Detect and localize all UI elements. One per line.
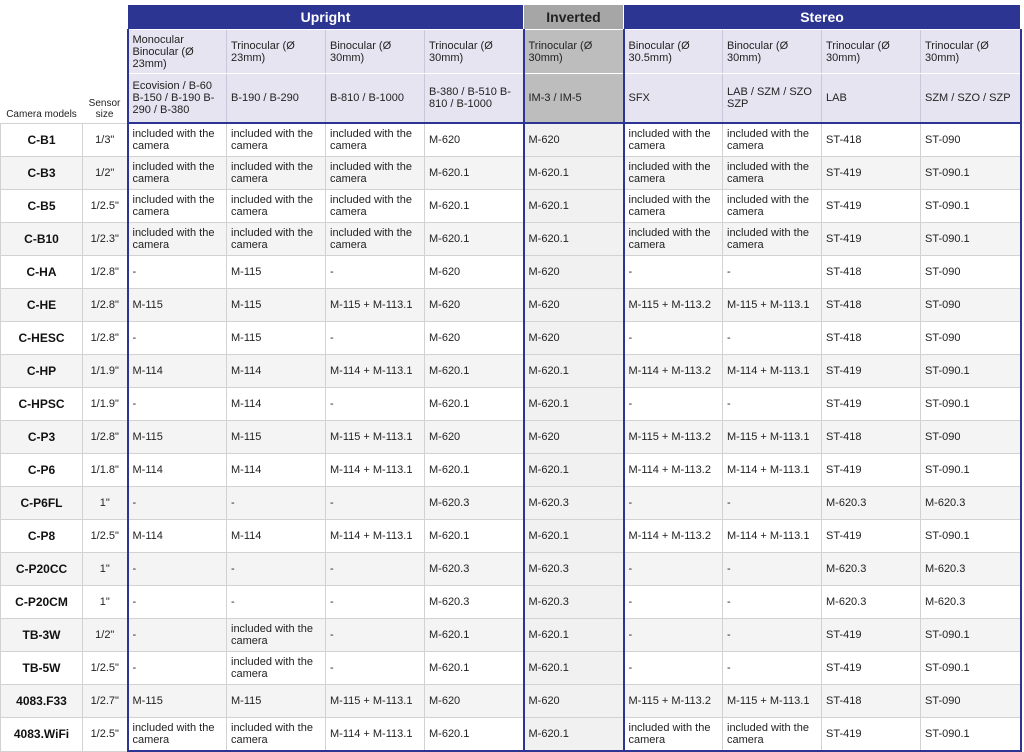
adapter-cell: included with the camera: [326, 190, 425, 223]
adapter-cell: M-115: [227, 421, 326, 454]
adapter-cell: -: [227, 553, 326, 586]
camera-model: C-P20CM: [1, 586, 83, 619]
adapter-cell: included with the camera: [723, 190, 822, 223]
adapter-cell: included with the camera: [326, 157, 425, 190]
sensor-size: 1/2.8": [83, 256, 128, 289]
adapter-cell: ST-418: [822, 123, 921, 157]
adapter-cell: M-114 + M-113.1: [723, 355, 822, 388]
adapter-cell: included with the camera: [128, 190, 227, 223]
adapter-cell: M-620: [524, 123, 624, 157]
adapter-cell: M-620.1: [524, 652, 624, 685]
adapter-cell: M-620.3: [425, 553, 524, 586]
adapter-cell: ST-418: [822, 685, 921, 718]
adapter-cell: M-115 + M-113.1: [723, 685, 822, 718]
adapter-cell: included with the camera: [128, 157, 227, 190]
sensor-size: 1/2.5": [83, 190, 128, 223]
adapter-cell: M-115: [227, 256, 326, 289]
adapter-cell: -: [723, 619, 822, 652]
sensor-size-label: Sensor size: [83, 74, 128, 124]
adapter-cell: M-620: [524, 421, 624, 454]
group-stereo: Stereo: [624, 5, 1021, 30]
adapter-cell: -: [128, 586, 227, 619]
adapter-cell: -: [624, 619, 723, 652]
adapter-cell: M-620: [425, 421, 524, 454]
adapter-cell: ST-418: [822, 322, 921, 355]
table-row: [1, 355, 1021, 388]
adapter-cell: M-114 + M-113.1: [326, 718, 425, 752]
adapter-cell: -: [624, 322, 723, 355]
adapter-cell: M-114 + M-113.1: [723, 520, 822, 553]
adapter-cell: M-620.1: [524, 355, 624, 388]
adapter-cell: M-114 + M-113.1: [326, 355, 425, 388]
camera-model: 4083.F33: [1, 685, 83, 718]
adapter-cell: -: [624, 586, 723, 619]
adapter-cell: -: [326, 553, 425, 586]
table-row: [1, 322, 1021, 355]
adapter-cell: M-114 + M-113.1: [326, 520, 425, 553]
adapter-cell: -: [326, 322, 425, 355]
adapter-cell: included with the camera: [723, 223, 822, 256]
adapter-cell: M-114: [128, 520, 227, 553]
header-blank: [1, 30, 128, 74]
adapter-cell: M-620.3: [524, 487, 624, 520]
adapter-cell: -: [723, 487, 822, 520]
adapter-cell: ST-419: [822, 454, 921, 487]
corner-blank: [1, 5, 128, 30]
adapter-cell: included with the camera: [227, 190, 326, 223]
adapter-cell: included with the camera: [227, 718, 326, 752]
adapter-cell: ST-419: [822, 652, 921, 685]
adapter-cell: -: [624, 652, 723, 685]
adapter-cell: -: [723, 388, 822, 421]
adapter-cell: M-620.1: [425, 652, 524, 685]
sensor-size: 1/2.8": [83, 322, 128, 355]
adapter-cell: ST-090.1: [921, 190, 1021, 223]
sensor-size: 1/3": [83, 123, 128, 157]
sensor-size: 1/2.5": [83, 718, 128, 752]
adapter-cell: ST-090.1: [921, 388, 1021, 421]
camera-model: C-B5: [1, 190, 83, 223]
adapter-cell: ST-419: [822, 223, 921, 256]
adapter-cell: M-620.3: [921, 586, 1021, 619]
adapter-cell: M-620.1: [425, 157, 524, 190]
adapter-cell: -: [227, 487, 326, 520]
table-row: [1, 421, 1021, 454]
column-head-5: Trinocular (Ø 30mm): [524, 30, 624, 74]
sensor-size: 1/2.8": [83, 421, 128, 454]
adapter-cell: included with the camera: [624, 157, 723, 190]
adapter-cell: -: [723, 652, 822, 685]
table-row: [1, 223, 1021, 256]
adapter-cell: M-115 + M-113.1: [723, 289, 822, 322]
sensor-size: 1/1.9": [83, 355, 128, 388]
camera-model: TB-5W: [1, 652, 83, 685]
adapter-cell: ST-418: [822, 421, 921, 454]
adapter-cell: ST-090: [921, 256, 1021, 289]
adapter-cell: M-115: [128, 421, 227, 454]
adapter-cell: -: [128, 619, 227, 652]
camera-model: C-P20CC: [1, 553, 83, 586]
adapter-cell: ST-419: [822, 520, 921, 553]
camera-model: C-HA: [1, 256, 83, 289]
adapter-cell: ST-090.1: [921, 652, 1021, 685]
column-scopes-2: B-190 / B-290: [227, 74, 326, 124]
adapter-cell: M-620.3: [921, 487, 1021, 520]
group-upright: Upright: [128, 5, 524, 30]
adapter-cell: M-115: [128, 289, 227, 322]
adapter-cell: M-620.3: [425, 487, 524, 520]
column-head-9: Trinocular (Ø 30mm): [921, 30, 1021, 74]
adapter-cell: ST-090.1: [921, 454, 1021, 487]
adapter-cell: M-114: [227, 454, 326, 487]
adapter-cell: -: [128, 553, 227, 586]
column-head-2: Trinocular (Ø 23mm): [227, 30, 326, 74]
adapter-cell: M-115: [128, 685, 227, 718]
column-head-7: Binocular (Ø 30mm): [723, 30, 822, 74]
sensor-size: 1/2.8": [83, 289, 128, 322]
adapter-cell: included with the camera: [624, 123, 723, 157]
sensor-size: 1/2.5": [83, 652, 128, 685]
adapter-cell: M-114 + M-113.1: [723, 454, 822, 487]
table-row: [1, 586, 1021, 619]
column-scopes-1: Ecovision / B-60 B-150 / B-190 B-290 / B-380: [128, 74, 227, 124]
adapter-cell: M-620: [425, 685, 524, 718]
column-head-1: Monocular Binocular (Ø 23mm): [128, 30, 227, 74]
adapter-cell: included with the camera: [723, 123, 822, 157]
adapter-cell: M-620: [425, 322, 524, 355]
adapter-cell: M-114: [128, 454, 227, 487]
sensor-size: 1/2.7": [83, 685, 128, 718]
adapter-cell: M-620.1: [524, 190, 624, 223]
adapter-cell: M-114 + M-113.2: [624, 520, 723, 553]
adapter-cell: included with the camera: [128, 718, 227, 752]
adapter-cell: -: [326, 388, 425, 421]
camera-model: C-HP: [1, 355, 83, 388]
adapter-cell: M-620.3: [822, 487, 921, 520]
adapter-cell: M-620: [524, 685, 624, 718]
adapter-cell: -: [128, 652, 227, 685]
table-row: [1, 487, 1021, 520]
adapter-cell: -: [326, 256, 425, 289]
adapter-cell: -: [326, 586, 425, 619]
adapter-cell: M-114 + M-113.1: [326, 454, 425, 487]
adapter-cell: M-620.1: [524, 388, 624, 421]
adapter-cell: ST-090: [921, 685, 1021, 718]
adapter-cell: ST-090: [921, 421, 1021, 454]
adapter-cell: M-620.3: [524, 586, 624, 619]
adapter-cell: M-620: [425, 123, 524, 157]
table-row: [1, 718, 1021, 752]
camera-models-label: Camera models: [1, 74, 83, 124]
camera-model: 4083.WiFi: [1, 718, 83, 752]
adapter-cell: ST-418: [822, 289, 921, 322]
adapter-cell: M-620.1: [524, 619, 624, 652]
adapter-cell: M-114: [227, 355, 326, 388]
adapter-cell: ST-090.1: [921, 718, 1021, 752]
table-row: [1, 652, 1021, 685]
adapter-cell: -: [128, 322, 227, 355]
table-row: [1, 256, 1021, 289]
column-scopes-7: LAB / SZM / SZO SZP: [723, 74, 822, 124]
adapter-cell: included with the camera: [128, 223, 227, 256]
sensor-size: 1/2": [83, 619, 128, 652]
adapter-cell: -: [128, 388, 227, 421]
adapter-cell: ST-419: [822, 718, 921, 752]
compatibility-table: [0, 4, 1022, 752]
adapter-cell: -: [723, 553, 822, 586]
adapter-cell: M-620.3: [822, 586, 921, 619]
column-scopes-4: B-380 / B-510 B-810 / B-1000: [425, 74, 524, 124]
adapter-cell: included with the camera: [326, 223, 425, 256]
adapter-cell: M-114: [227, 520, 326, 553]
table-row: [1, 619, 1021, 652]
adapter-cell: ST-419: [822, 190, 921, 223]
table-row: [1, 553, 1021, 586]
adapter-cell: M-115 + M-113.1: [326, 289, 425, 322]
adapter-cell: -: [624, 487, 723, 520]
adapter-cell: -: [624, 388, 723, 421]
adapter-cell: M-620.3: [822, 553, 921, 586]
adapter-cell: M-620.1: [425, 520, 524, 553]
column-head-6: Binocular (Ø 30.5mm): [624, 30, 723, 74]
column-scopes-6: SFX: [624, 74, 723, 124]
camera-model: C-P8: [1, 520, 83, 553]
table-row: [1, 190, 1021, 223]
adapter-cell: M-620.1: [425, 190, 524, 223]
adapter-cell: ST-090.1: [921, 157, 1021, 190]
adapter-cell: M-620.1: [524, 454, 624, 487]
adapter-cell: M-620.1: [425, 223, 524, 256]
adapter-cell: M-115: [227, 322, 326, 355]
adapter-cell: -: [723, 256, 822, 289]
adapter-cell: ST-419: [822, 619, 921, 652]
adapter-cell: included with the camera: [227, 123, 326, 157]
adapter-cell: ST-418: [822, 256, 921, 289]
adapter-cell: M-620.1: [425, 355, 524, 388]
adapter-cell: -: [326, 652, 425, 685]
table-row: [1, 454, 1021, 487]
column-scopes-8: LAB: [822, 74, 921, 124]
adapter-cell: M-620.1: [425, 718, 524, 752]
sensor-size: 1/2.5": [83, 520, 128, 553]
adapter-cell: M-620.1: [425, 454, 524, 487]
adapter-cell: -: [624, 553, 723, 586]
table-row: [1, 289, 1021, 322]
adapter-cell: -: [326, 487, 425, 520]
adapter-cell: M-620.1: [524, 157, 624, 190]
adapter-cell: M-115 + M-113.2: [624, 421, 723, 454]
sensor-size: 1": [83, 487, 128, 520]
adapter-cell: M-115 + M-113.2: [624, 289, 723, 322]
camera-model: C-B10: [1, 223, 83, 256]
table-row: [1, 520, 1021, 553]
camera-model: C-B3: [1, 157, 83, 190]
adapter-cell: M-115: [227, 685, 326, 718]
adapter-cell: included with the camera: [624, 223, 723, 256]
adapter-cell: M-620.1: [524, 718, 624, 752]
column-scopes-3: B-810 / B-1000: [326, 74, 425, 124]
table-row: [1, 388, 1021, 421]
adapter-cell: -: [128, 487, 227, 520]
adapter-cell: included with the camera: [326, 123, 425, 157]
camera-model: TB-3W: [1, 619, 83, 652]
group-inverted: Inverted: [524, 5, 624, 30]
table-row: [1, 157, 1021, 190]
adapter-cell: included with the camera: [723, 718, 822, 752]
adapter-cell: M-115 + M-113.1: [723, 421, 822, 454]
adapter-cell: -: [723, 586, 822, 619]
adapter-cell: included with the camera: [624, 190, 723, 223]
camera-model: C-B1: [1, 123, 83, 157]
adapter-cell: -: [326, 619, 425, 652]
adapter-cell: ST-090.1: [921, 355, 1021, 388]
camera-model: C-HE: [1, 289, 83, 322]
adapter-cell: M-620.3: [524, 553, 624, 586]
column-head-4: Trinocular (Ø 30mm): [425, 30, 524, 74]
adapter-cell: ST-090: [921, 322, 1021, 355]
adapter-cell: included with the camera: [128, 123, 227, 157]
adapter-cell: ST-419: [822, 388, 921, 421]
adapter-cell: included with the camera: [227, 652, 326, 685]
adapter-cell: M-620: [425, 289, 524, 322]
adapter-cell: M-115: [227, 289, 326, 322]
column-scopes-5: IM-3 / IM-5: [524, 74, 624, 124]
adapter-cell: -: [624, 256, 723, 289]
adapter-cell: M-114: [128, 355, 227, 388]
adapter-cell: M-620: [524, 289, 624, 322]
adapter-cell: M-620: [524, 256, 624, 289]
adapter-cell: ST-090: [921, 123, 1021, 157]
adapter-cell: ST-419: [822, 355, 921, 388]
adapter-cell: M-115 + M-113.1: [326, 421, 425, 454]
adapter-cell: M-620: [425, 256, 524, 289]
camera-model: C-HESC: [1, 322, 83, 355]
adapter-cell: M-620.1: [425, 619, 524, 652]
adapter-cell: M-620.1: [524, 223, 624, 256]
adapter-cell: M-114 + M-113.2: [624, 355, 723, 388]
adapter-cell: -: [227, 586, 326, 619]
adapter-cell: ST-090.1: [921, 619, 1021, 652]
camera-model: C-P6FL: [1, 487, 83, 520]
table-body: [1, 123, 1021, 751]
column-head-3: Binocular (Ø 30mm): [326, 30, 425, 74]
column-head-8: Trinocular (Ø 30mm): [822, 30, 921, 74]
adapter-cell: included with the camera: [227, 223, 326, 256]
sensor-size: 1": [83, 553, 128, 586]
adapter-cell: included with the camera: [723, 157, 822, 190]
camera-model: C-P6: [1, 454, 83, 487]
adapter-cell: M-115 + M-113.2: [624, 685, 723, 718]
adapter-cell: ST-090.1: [921, 520, 1021, 553]
adapter-cell: M-115 + M-113.1: [326, 685, 425, 718]
column-scopes-9: SZM / SZO / SZP: [921, 74, 1021, 124]
adapter-cell: M-620.1: [524, 520, 624, 553]
sensor-size: 1": [83, 586, 128, 619]
sensor-size: 1/2": [83, 157, 128, 190]
adapter-cell: M-620.1: [425, 388, 524, 421]
adapter-cell: M-620.3: [921, 553, 1021, 586]
camera-model: C-P3: [1, 421, 83, 454]
adapter-cell: included with the camera: [624, 718, 723, 752]
sensor-size: 1/2.3": [83, 223, 128, 256]
adapter-cell: ST-419: [822, 157, 921, 190]
adapter-cell: M-114: [227, 388, 326, 421]
adapter-cell: ST-090.1: [921, 223, 1021, 256]
adapter-cell: ST-090: [921, 289, 1021, 322]
adapter-cell: -: [128, 256, 227, 289]
table-row: [1, 685, 1021, 718]
camera-model: C-HPSC: [1, 388, 83, 421]
table-row: [1, 123, 1021, 157]
adapter-cell: included with the camera: [227, 157, 326, 190]
sensor-size: 1/1.9": [83, 388, 128, 421]
adapter-cell: -: [723, 322, 822, 355]
adapter-cell: M-114 + M-113.2: [624, 454, 723, 487]
sensor-size: 1/1.8": [83, 454, 128, 487]
adapter-cell: M-620.3: [425, 586, 524, 619]
adapter-cell: M-620: [524, 322, 624, 355]
adapter-cell: included with the camera: [227, 619, 326, 652]
